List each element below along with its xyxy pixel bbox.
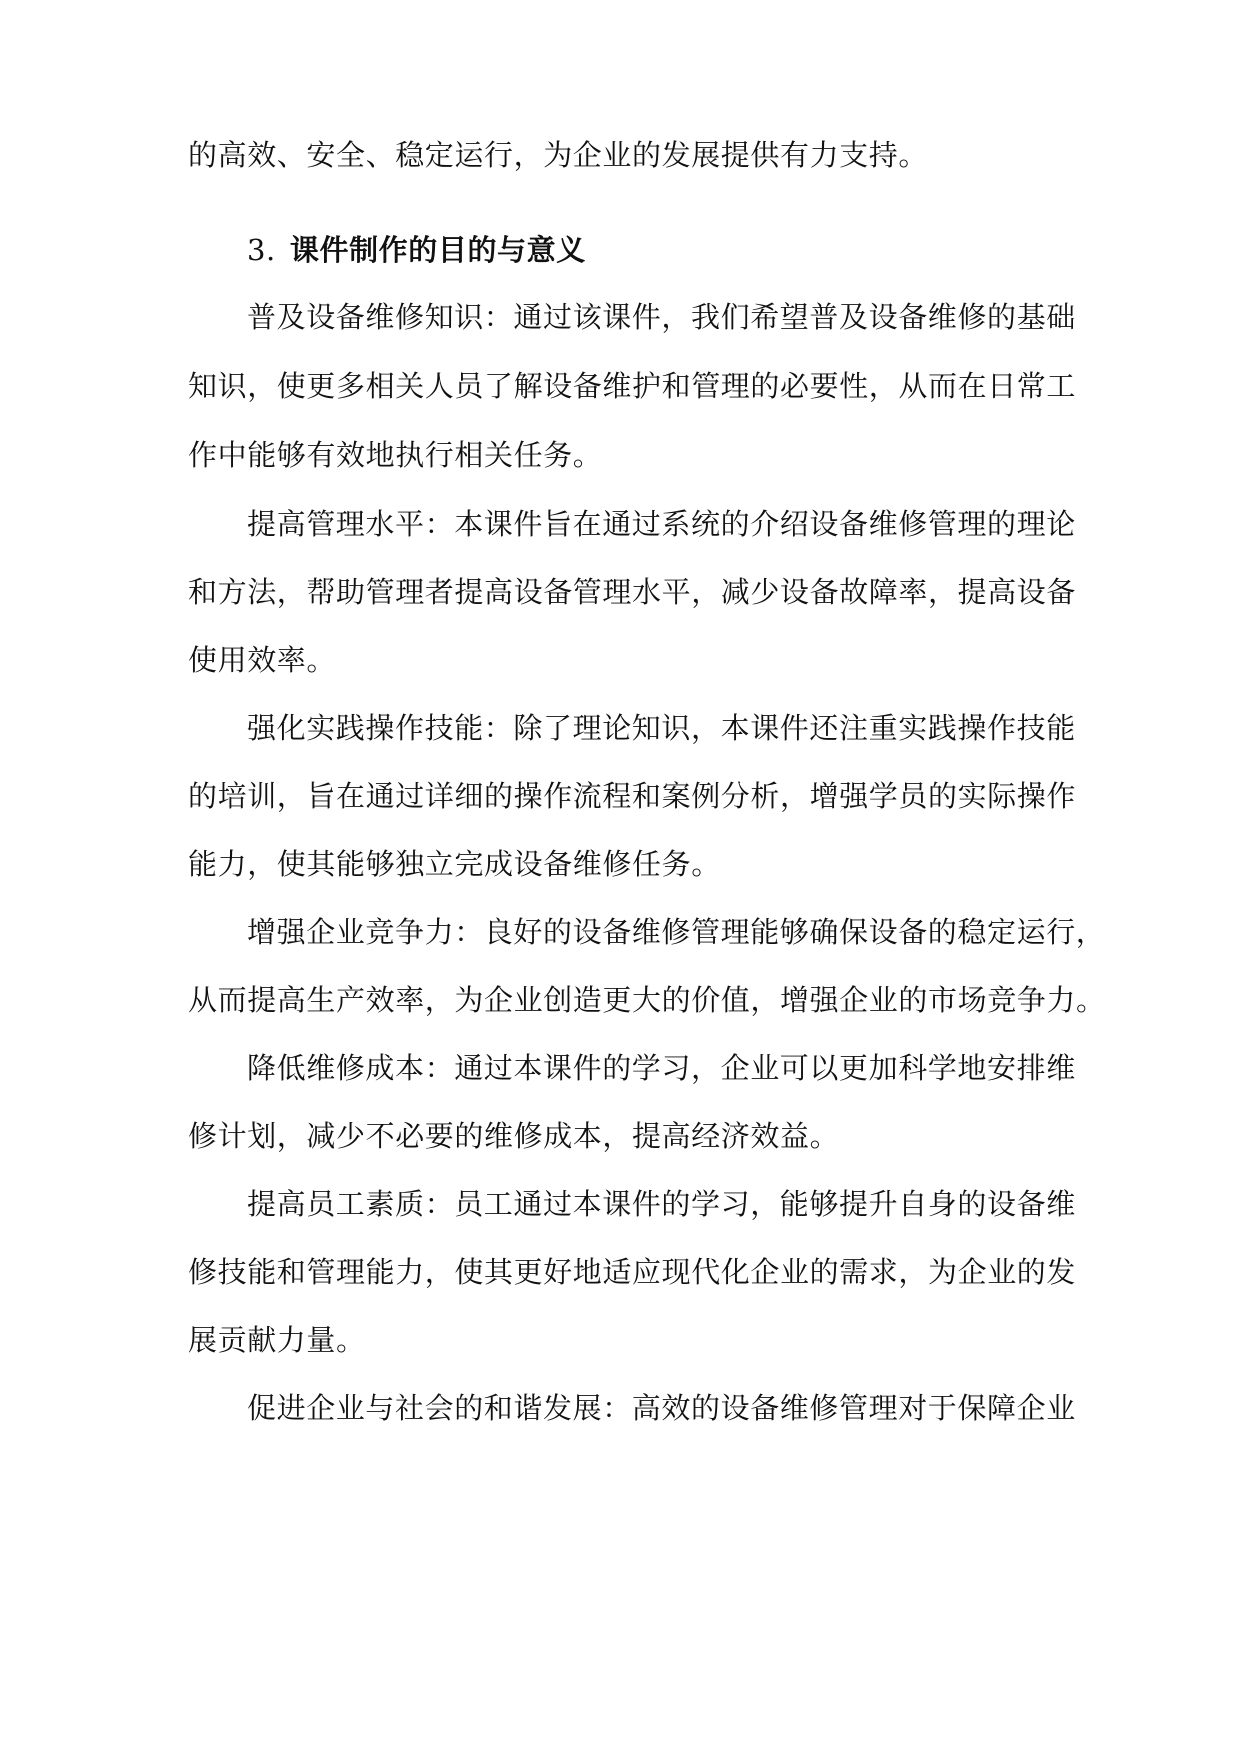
paragraph-line: 使用效率。 [188, 643, 337, 677]
paragraph-line: 从而提高生产效率，为企业创造更大的价值，增强企业的市场竞争力。 [188, 983, 1106, 1017]
paragraph-line: 知识，使更多相关人员了解设备维护和管理的必要性，从而在日常工 [188, 369, 1077, 403]
paragraph-line: 和方法，帮助管理者提高设备管理水平，减少设备故障率，提高设备 [188, 575, 1077, 609]
paragraph-line: 的高效、安全、稳定运行，为企业的发展提供有力支持。 [188, 138, 929, 172]
paragraph-line: 促进企业与社会的和谐发展：高效的设备维修管理对于保障企业 [247, 1391, 1076, 1425]
paragraph-line: 修技能和管理能力，使其更好地适应现代化企业的需求，为企业的发 [188, 1255, 1077, 1289]
paragraph-line: 展贡献力量。 [188, 1323, 366, 1357]
paragraph-line: 修计划，减少不必要的维修成本，提高经济效益。 [188, 1119, 840, 1153]
paragraph-line: 降低维修成本：通过本课件的学习，企业可以更加科学地安排维 [247, 1051, 1076, 1085]
paragraph-line: 增强企业竞争力：良好的设备维修管理能够确保设备的稳定运行， [247, 915, 1106, 949]
paragraph-line: 的培训，旨在通过详细的操作流程和案例分析，增强学员的实际操作 [188, 779, 1077, 813]
paragraph-line: 能力，使其能够独立完成设备维修任务。 [188, 847, 721, 881]
paragraph-line: 提高管理水平：本课件旨在通过系统的介绍设备维修管理的理论 [247, 507, 1076, 541]
section-title: 课件制作的目的与意义 [289, 233, 586, 267]
paragraph-line: 普及设备维修知识：通过该课件，我们希望普及设备维修的基础 [247, 300, 1076, 334]
section-number: 3. [247, 233, 276, 267]
section-heading [247, 230, 1068, 270]
paragraph-line: 强化实践操作技能：除了理论知识，本课件还注重实践操作技能 [247, 711, 1076, 745]
paragraph-line: 作中能够有效地执行相关任务。 [188, 438, 603, 472]
paragraph-line: 提高员工素质：员工通过本课件的学习，能够提升自身的设备维 [247, 1187, 1076, 1221]
